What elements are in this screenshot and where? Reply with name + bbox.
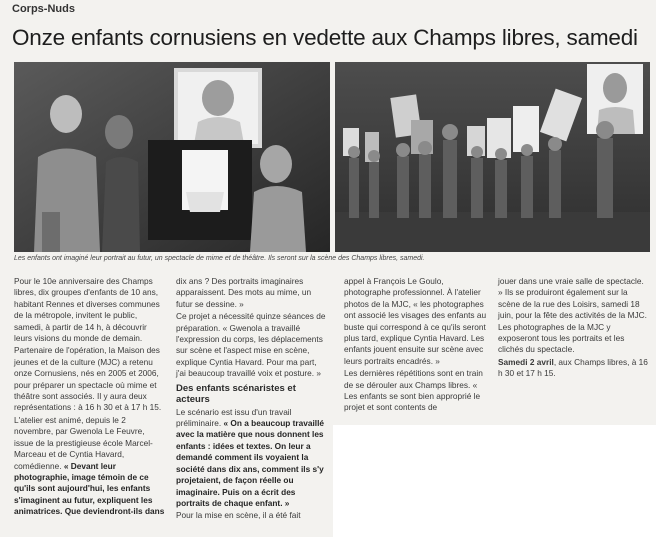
photo-caption: Les enfants ont imaginé leur portrait au futur, un spectacle de mime et de théâtre. Ils seront sur la scène des Champs libres, samedi. <box>14 255 425 262</box>
article-column-4 <box>498 276 648 380</box>
photo-right <box>335 62 650 252</box>
article-column-1 <box>14 276 166 518</box>
article-column-2 <box>176 276 328 522</box>
paragraph: jouer dans une vraie salle de spectacle. » Ils se produiront également sur la scène de la rue des Loisirs, samedi 18 juin, pour la fête des activités de la MJC. Les photographes de la MJC y exposeront tous les portraits et les clichés du spectacle. <box>498 276 647 355</box>
paragraph: appel à François Le Goulo, photographe professionnel. À l'atelier photos de la MJC, « les photographes ont associé les visages des enfants au buste qui correspond à ce qu'ils seront plus tard, explique Cyntia Havard. Les enfants jouent ensuite sur scène avec leurs portraits encadrés. » <box>344 276 487 366</box>
paragraph: Partenaire de l'opération, la Maison des jeunes et de la culture (MJC) a retenu onze Cornusiens, nés en 2005 et 2006, pour préparer un spectacle où mime et théâtre sont associés. Il y aura deux représentations : à 16 h 30 et à 17 h 15. <box>14 345 162 413</box>
quote-text: « On a beaucoup travaillé avec la matière que nous donnent les enfants : idées et textes. On leur a demandé comment ils voyaient la société dans dix ans, comment ils s'y projetaient, de façon réelle ou imaginaire. Puis on a écrit des portraits de chaque enfant. » <box>176 418 325 508</box>
paragraph: Pour le 10e anniversaire des Champs libres, dix groupes d'enfants de 10 ans, habitant Rennes et diverses communes de la métropole, invitent le public, samedi, à partir de 14 h, à découvrir leurs visions du monde de demain. <box>14 276 160 344</box>
subheading: Des enfants scénaristes et acteurs <box>176 382 296 405</box>
photo-left-image <box>14 62 330 252</box>
paragraph: Pour la mise en scène, il a été fait <box>176 510 301 521</box>
quote-text: « Devant leur photographie, image témoin de ce qu'ils sont aujourd'hui, les enfants s'imaginent au futur, expliquent les animatrices. Que deviendront-ils dans <box>14 460 165 517</box>
section-label: Corps-Nuds <box>12 3 75 15</box>
article-column-3 <box>344 276 492 414</box>
photo-right-image <box>335 62 650 252</box>
paragraph: dix ans ? Des portraits imaginaires apparaissent. Des mots au mime, un futur se dessine. » <box>176 276 312 309</box>
photo-left <box>14 62 330 252</box>
headline: Onze enfants cornusiens en vedette aux Champs libres, samedi <box>12 25 638 50</box>
paragraph-text: L'atelier est animé, depuis le 2 novembre, par Gwenola Le Feuvre, issue de la prestigieuse école Marcel-Marceau et de Cyntia Havard, comédienne. <box>14 414 153 471</box>
paragraph: Ce projet a nécessité quinze séances de préparation. « Gwenola a travaillé l'expression du corps, les déplacements sur scène et l'aspect mise en scène, explique Cyntia Havard. Pour ma part, j'ai beaucoup travaillé voix et posture. » <box>176 311 326 379</box>
blank-area <box>333 425 656 537</box>
paragraph <box>498 357 648 380</box>
paragraph <box>176 407 328 510</box>
paragraph <box>14 415 166 518</box>
event-details: , aux Champs libres, à 16 h 30 et 17 h 15. <box>498 356 648 379</box>
paragraph: Les dernières répétitions sont en train de se dérouler aux Champs libres. « Les enfants se sont bien approprié le projet et sont contents de <box>344 368 483 413</box>
paragraph-text: Le scénario est issu d'un travail préliminaire. <box>176 406 292 429</box>
event-date: Samedi 2 avril <box>498 356 554 367</box>
